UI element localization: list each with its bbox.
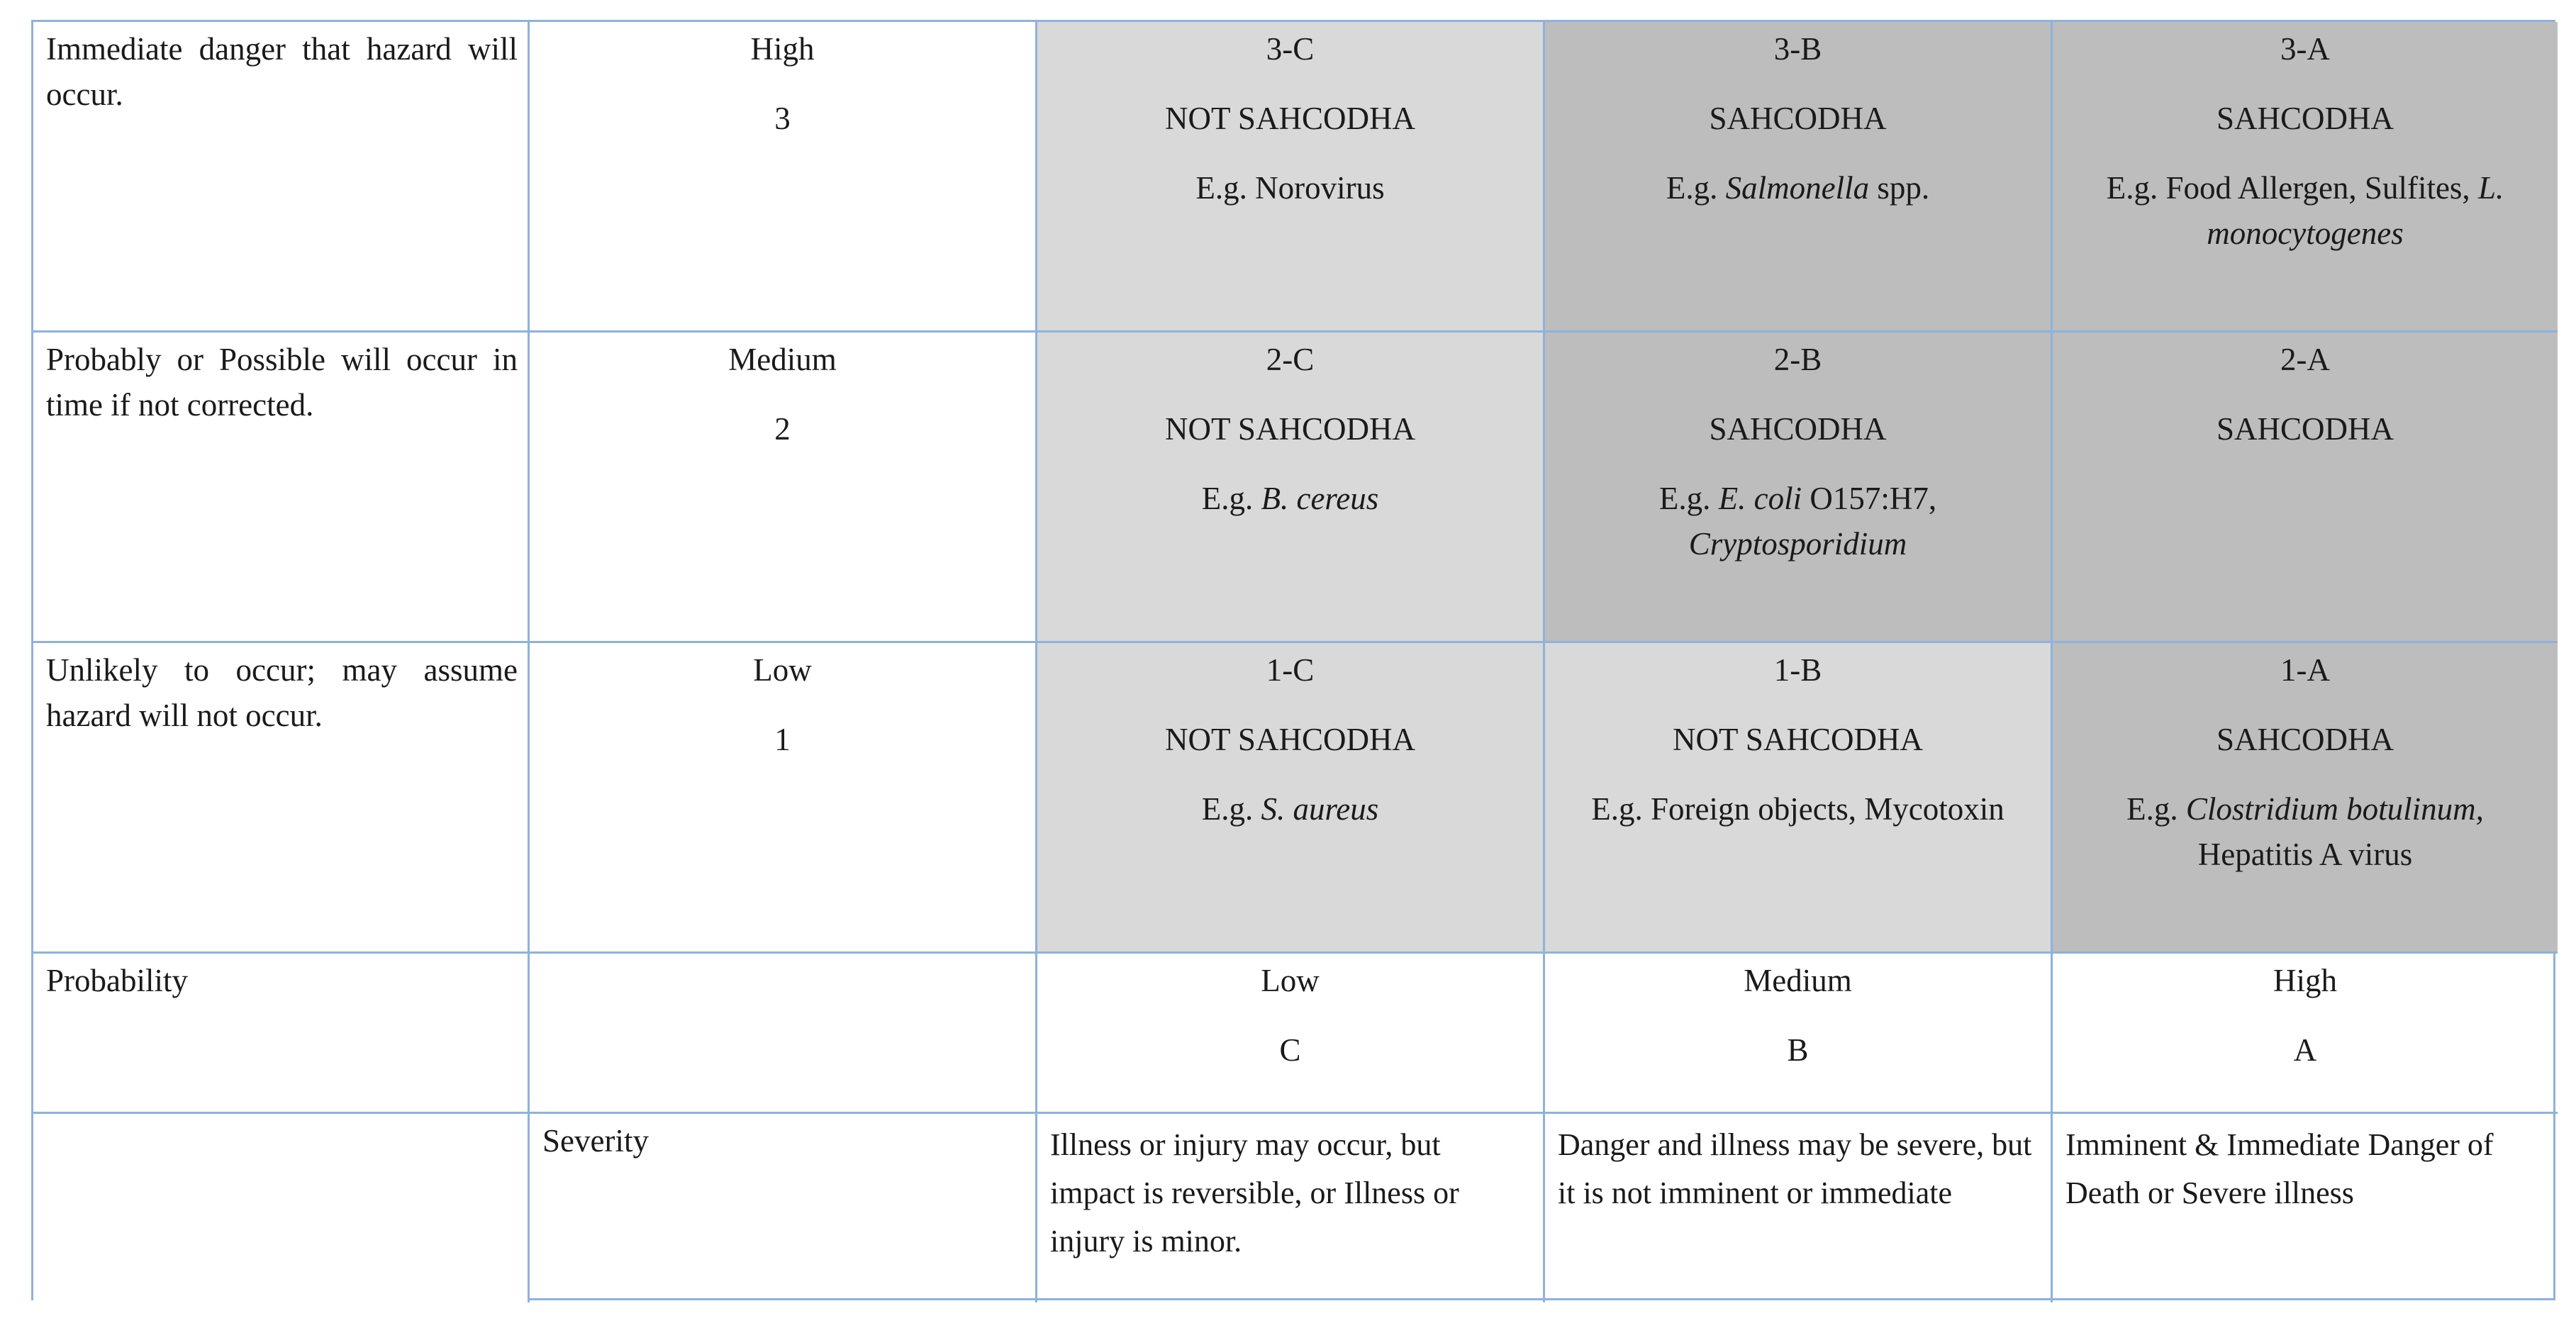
empty-cell — [530, 954, 1037, 1114]
risk-code: 1-A — [2280, 652, 2330, 688]
risk-cell-2c — [1037, 333, 1545, 643]
risk-code: 3-B — [1773, 31, 1822, 67]
risk-cell-1a — [2053, 643, 2558, 954]
probability-level-low — [530, 643, 1037, 954]
risk-cell-2a — [2053, 333, 2558, 643]
risk-cell-1c — [1037, 643, 1545, 954]
risk-class: NOT SAHCODHA — [1165, 411, 1415, 447]
probability-axis-label: Probability — [33, 954, 530, 1114]
risk-example: E.g. Foreign objects, Mycotoxin — [1591, 791, 2005, 827]
level-letter: C — [1279, 1032, 1301, 1068]
level-label: Low — [1261, 963, 1320, 998]
level-number: 3 — [774, 101, 791, 136]
risk-matrix-table — [31, 20, 2555, 1300]
severity-axis-label: Severity — [530, 1114, 1037, 1302]
probability-desc-low: Unlikely to occur; may assume hazard will not occur. — [33, 643, 530, 954]
risk-cell-3c — [1037, 22, 1545, 333]
severity-desc-high: Imminent & Immediate Danger of Death or Severe illness — [2065, 1127, 2494, 1210]
risk-class: SAHCODHA — [1709, 411, 1887, 447]
level-letter: A — [2293, 1032, 2317, 1068]
risk-class: SAHCODHA — [2216, 411, 2394, 447]
risk-example: E.g. Food Allergen, Sulfites, L. — [2106, 170, 2504, 206]
probability-level-medium — [530, 333, 1037, 643]
risk-class: NOT SAHCODHA — [1673, 722, 1923, 757]
risk-code: 2-C — [1266, 342, 1315, 377]
severity-desc-medium: Danger and illness may be severe, but it is not imminent or immediate — [1545, 1114, 2053, 1302]
probability-level-high — [530, 22, 1037, 333]
risk-class: SAHCODHA — [2216, 722, 2394, 757]
severity-level-medium — [1545, 954, 2053, 1114]
severity-level-high — [2053, 954, 2558, 1114]
level-label: Medium — [728, 342, 837, 377]
risk-example: E.g. S. aureus — [1201, 791, 1379, 827]
risk-example-line2: Cryptosporidium — [1688, 526, 1907, 562]
probability-desc-medium: Probably or Possible will occur in time if not corrected. — [33, 333, 530, 643]
risk-code: 1-C — [1266, 652, 1315, 688]
level-letter: B — [1787, 1032, 1809, 1068]
risk-cell-2b — [1545, 333, 2053, 643]
level-number: 1 — [774, 722, 791, 757]
risk-class: NOT SAHCODHA — [1165, 101, 1415, 136]
risk-example: E.g. E. coli O157:H7, — [1658, 481, 1937, 516]
risk-class: NOT SAHCODHA — [1165, 722, 1415, 757]
probability-desc-high: Immediate danger that hazard will occur. — [33, 22, 530, 333]
risk-code: 2-B — [1773, 342, 1822, 377]
level-number: 2 — [774, 411, 791, 447]
risk-cell-3b — [1545, 22, 2053, 333]
risk-code: 2-A — [2280, 342, 2330, 377]
risk-code: 1-B — [1773, 652, 1822, 688]
risk-example: E.g. Clostridium botulinum, — [2126, 791, 2484, 827]
risk-class: SAHCODHA — [1709, 101, 1887, 136]
risk-code: 3-A — [2280, 31, 2330, 67]
risk-cell-1b — [1545, 643, 2053, 954]
risk-cell-3a — [2053, 22, 2558, 333]
severity-level-low — [1037, 954, 1545, 1114]
risk-example-line2: monocytogenes — [2207, 216, 2404, 251]
risk-example: E.g. B. cereus — [1201, 481, 1379, 516]
risk-code: 3-C — [1266, 31, 1315, 67]
severity-desc-low: Illness or injury may occur, but impact is reversible, or Illness or injury is minor. — [1037, 1114, 1545, 1302]
risk-class: SAHCODHA — [2216, 101, 2394, 136]
level-label: Medium — [1744, 963, 1852, 998]
risk-example-line2: Hepatitis A virus — [2197, 837, 2413, 872]
empty-cell — [33, 1114, 530, 1302]
level-label: Low — [753, 652, 812, 688]
level-label: High — [2273, 963, 2337, 998]
level-label: High — [750, 31, 815, 67]
risk-example: E.g. Norovirus — [1195, 170, 1385, 206]
risk-example: E.g. Salmonella spp. — [1666, 170, 1930, 206]
